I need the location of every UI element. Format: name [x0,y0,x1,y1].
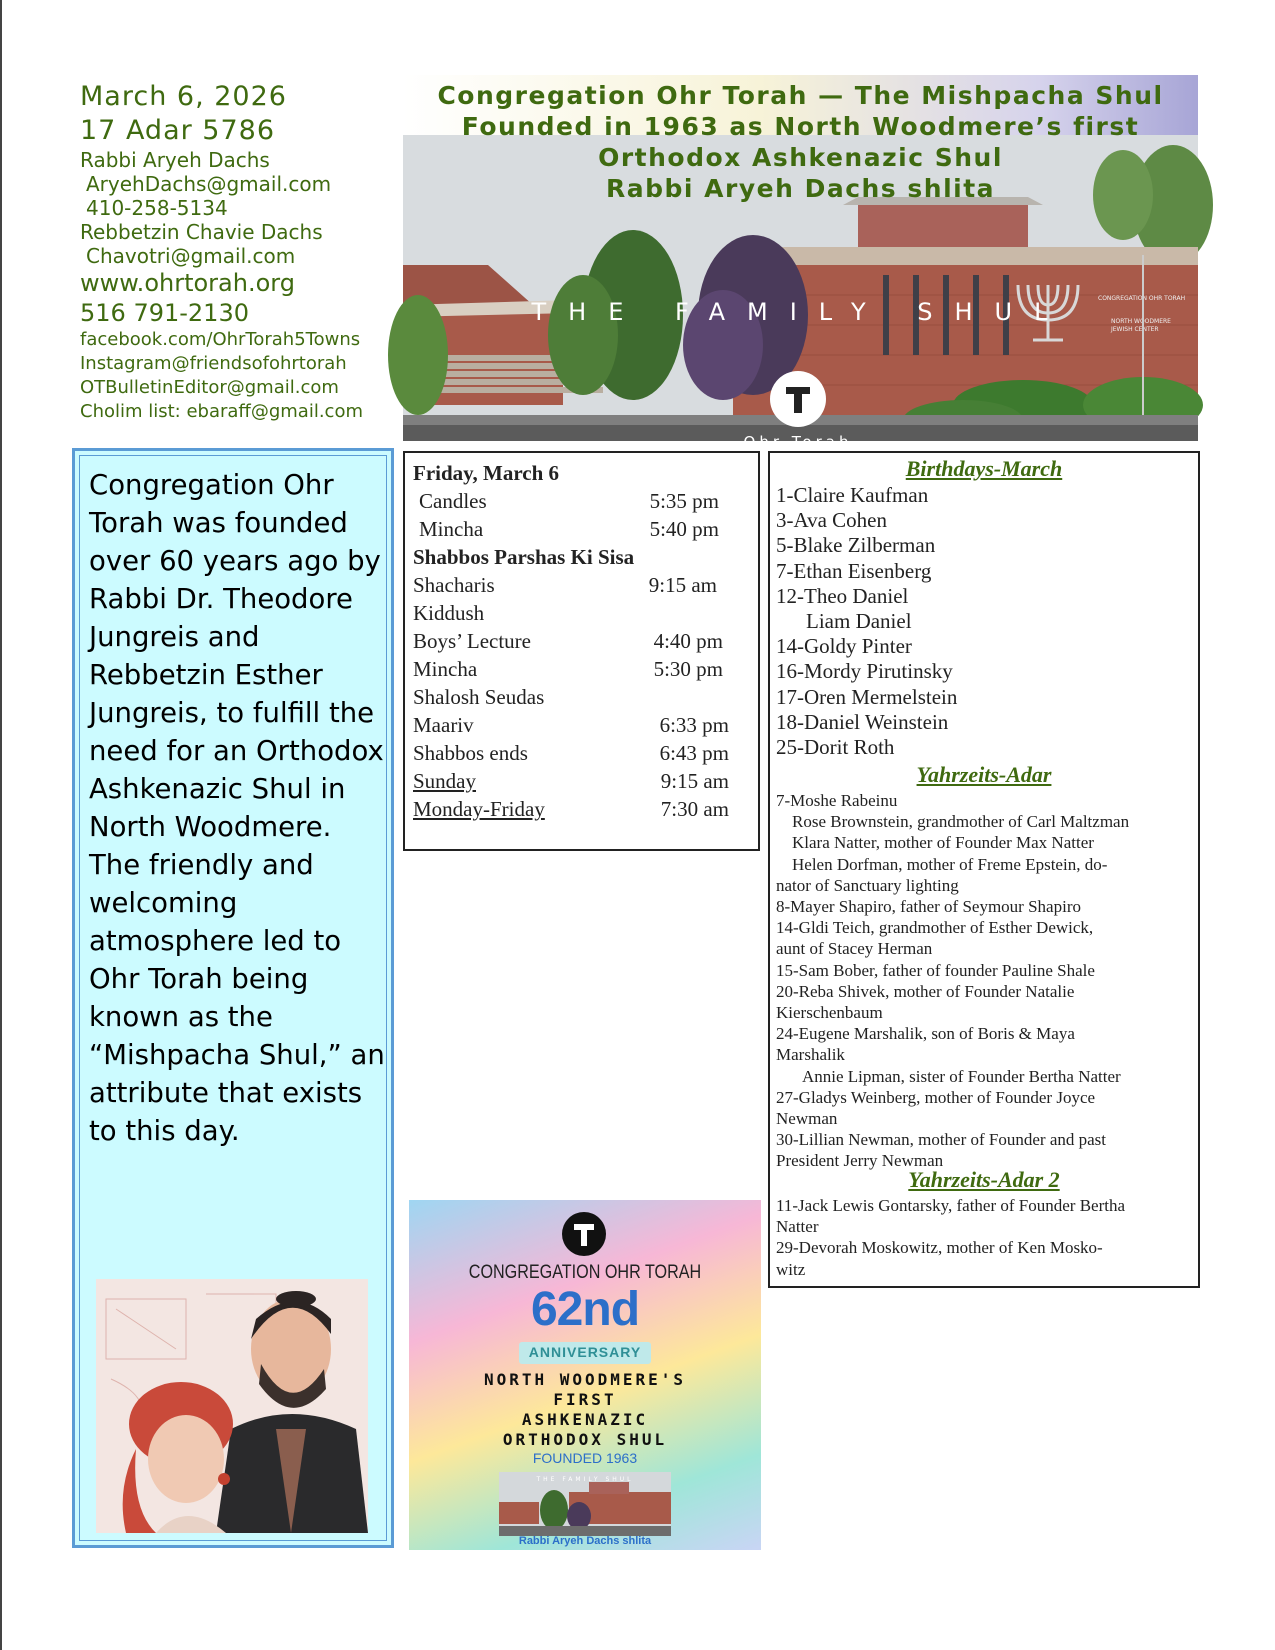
shabbos-header [413,545,743,573]
list-item: 17-Oren Mermelstein [776,684,958,709]
poster-line-1: NORTH WOODMERE'S [483,1370,687,1389]
list-item: Natter [776,1217,819,1237]
contact-block [80,80,363,424]
page-left-rule [0,0,2,1650]
poster-number: 62nd [530,1283,640,1336]
list-item: Kierschenbaum [776,1003,883,1023]
sign-line-2: NORTH WOODMERE [1111,318,1171,325]
schedule-row-shabbos-ends [413,741,743,769]
list-item: Annie Lipman, sister of Founder Bertha Natter [802,1066,1121,1086]
founders-photo [96,1279,368,1533]
schedule-box [403,451,760,851]
list-item: 8-Mayer Shapiro, father of Seymour Shapiro [776,897,1081,917]
header-title [403,80,1198,204]
schedule-time: 9:15 am [660,769,729,793]
ohr-torah-logo-icon [770,371,826,427]
rebbetzin-email[interactable]: Chavotri@gmail.com [86,244,296,268]
list-item: nator of Sanctuary lighting [776,875,959,895]
schedule-label: Mincha [413,657,478,681]
list-item: Rose Brownstein, grandmother of Carl Maltzman [792,812,1130,832]
facebook-link[interactable]: facebook.com/OhrTorah5Towns [80,329,361,350]
schedule-label: Shabbos ends [413,741,528,765]
rabbi-phone: 410-258-5134 [86,196,228,220]
list-item: 3-Ava Cohen [776,508,887,533]
poster-logo-icon [562,1212,606,1256]
schedule-row-sunday [413,769,743,797]
schedule-label: Mincha [419,517,484,541]
shabbos-header-text: Shabbos Parshas Ki Sisa [413,545,635,569]
history-box [72,448,394,1548]
yahrzeits-list [776,790,1194,1172]
list-item: Helen Dorfman, mother of Freme Epstein, do- [792,854,1108,874]
yahrzeits-2-title: Yahrzeits-Adar 2 [908,1167,1060,1192]
friday-header [413,461,743,489]
instagram-link[interactable]: Instagram@friendsofohrtorah [80,353,347,374]
list-item: 29-Devorah Moskowitz, mother of Ken Mosko- [776,1238,1103,1258]
schedule-label: Boys’ Lecture [413,629,531,653]
schedule-row-shalosh-seudas [413,685,743,713]
list-item: 7-Moshe Rabeinu [776,791,898,810]
thumbnail-sign: THE FAMILY SHUL [536,1476,634,1483]
schedule-time: 9:15 am [648,573,717,597]
list-item: 27-Gladys Weinberg, mother of Founder Joyce [776,1087,1096,1107]
poster-line-2: FIRST [553,1390,617,1409]
schedule-row-boys-lecture [413,629,743,657]
schedule-row-shacharis [413,573,743,601]
schedule-row-monday-friday [413,797,743,825]
list-item: Marshalik [776,1045,845,1065]
date-hebrew: 17 Adar 5786 [80,115,276,146]
schedule-row-shabbos-mincha [413,657,743,685]
list-item: 25-Dorit Roth [776,735,895,760]
schedule-time: 5:30 pm [653,657,723,681]
announcements-box [768,451,1200,1288]
list-item: 15-Sam Bober, father of founder Pauline Shale [776,960,1095,980]
header-line-2: Founded in 1963 as North Woodmere’s first [461,112,1140,141]
rabbi-email[interactable]: AryehDachs@gmail.com [86,172,332,196]
schedule-time: 5:40 pm [649,517,719,541]
poster-line-3: ASHKENAZIC [521,1410,649,1429]
schedule-time: 5:35 pm [649,489,719,513]
sign-line-3: JEWISH CENTER [1111,326,1159,333]
family-shul-sign: THE FAMILY SHUL [531,298,1070,326]
poster-rabbi: Rabbi Aryeh Dachs shlita [518,1535,652,1547]
cholim-list: Cholim list: ebaraff@gmail.com [80,401,363,422]
list-item: Liam Daniel [806,609,912,634]
schedule-label: Shalosh Seudas [413,685,545,709]
shul-phone: 516 791-2130 [80,299,249,327]
poster-title: CONGREGATION OHR TORAH [468,1262,702,1283]
header-line-4: Rabbi Aryeh Dachs shlita [605,174,996,203]
schedule-row-friday-mincha [413,517,743,545]
list-item: 24-Eugene Marshalik, son of Boris & Maya [776,1024,1075,1044]
schedule-label: Monday-Friday [413,797,545,821]
list-item: aunt of Stacey Herman [776,939,933,959]
schedule-time: 6:33 pm [659,713,729,737]
birthdays-list [776,483,957,760]
poster-founded: FOUNDED 1963 [532,1450,638,1466]
date-gregorian: March 6, 2026 [80,81,287,112]
list-item: Klara Natter, mother of Founder Max Natter [792,833,1094,853]
history-text: Congregation Ohr Torah was founded over 60 years ago by Rabbi Dr. Theodore Jungreis and Rebbetzin Esther Jungreis, to fulfill the need for an Orthodox Ashkenazic Shul in North Woodmere. The friendly and welcoming atmosphere led to Ohr Torah being known as the “Mishpacha Shul,” an attribute that exists to this day. [89,469,385,1147]
list-item: 30-Lillian Newman, mother of Founder and past [776,1130,1107,1150]
sign-line-1: CONGREGATION OHR TORAH [1098,295,1186,302]
list-item: 5-Blake Zilberman [776,533,936,558]
header-line-3: Orthodox Ashkenazic Shul [598,143,1003,172]
anniversary-poster [409,1200,761,1550]
list-item: 20-Reba Shivek, mother of Founder Natalie [776,981,1075,1001]
schedule-label: Shacharis [413,573,495,597]
list-item: 11-Jack Lewis Gontarsky, father of Founder Bertha [776,1196,1126,1215]
list-item: witz [776,1259,806,1279]
list-item: 14-Gldi Teich, grandmother of Esther Dewick, [776,918,1094,938]
schedule-row-candles [413,489,743,517]
website-link[interactable]: www.ohrtorah.org [80,269,295,297]
list-item: 16-Mordy Pirutinsky [776,659,953,684]
header-line-1: Congregation Ohr Torah — The Mishpacha Shul [437,81,1164,110]
rebbetzin-name: Rebbetzin Chavie Dachs [80,220,323,244]
schedule-row-maariv [413,713,743,741]
schedule-row-kiddush [413,601,743,629]
ohr-torah-wordmark: Ohr Torah [743,433,853,451]
list-item: 18-Daniel Weinstein [776,709,949,734]
list-item: 14-Goldy Pinter [776,634,912,659]
poster-ribbon-text: ANNIVERSARY [528,1344,642,1360]
list-item: 7-Ethan Eisenberg [776,558,932,583]
schedule-label: Sunday [413,769,476,793]
rabbi-name: Rabbi Aryeh Dachs [80,148,270,172]
yahrzeits-2-list [776,1195,1194,1280]
birthdays-title: Birthdays-March [905,456,1063,481]
schedule-label: Candles [419,489,487,513]
schedule-time: 7:30 am [660,797,729,821]
poster-line-4: ORTHODOX SHUL [502,1430,668,1449]
list-item: 1-Claire Kaufman [776,483,929,507]
friday-header-text: Friday, March 6 [413,461,560,485]
list-item: President Jerry Newman [776,1151,944,1171]
yahrzeits-title: Yahrzeits-Adar [916,762,1052,787]
list-item: 12-Theo Daniel [776,583,909,608]
schedule-time: 4:40 pm [653,629,723,653]
poster-building-thumbnail [499,1472,671,1536]
schedule-label: Maariv [413,713,474,737]
schedule-time: 6:43 pm [659,741,729,765]
list-item: Newman [776,1109,838,1129]
editor-email[interactable]: OTBulletinEditor@gmail.com [80,377,339,398]
schedule-label: Kiddush [413,601,485,625]
